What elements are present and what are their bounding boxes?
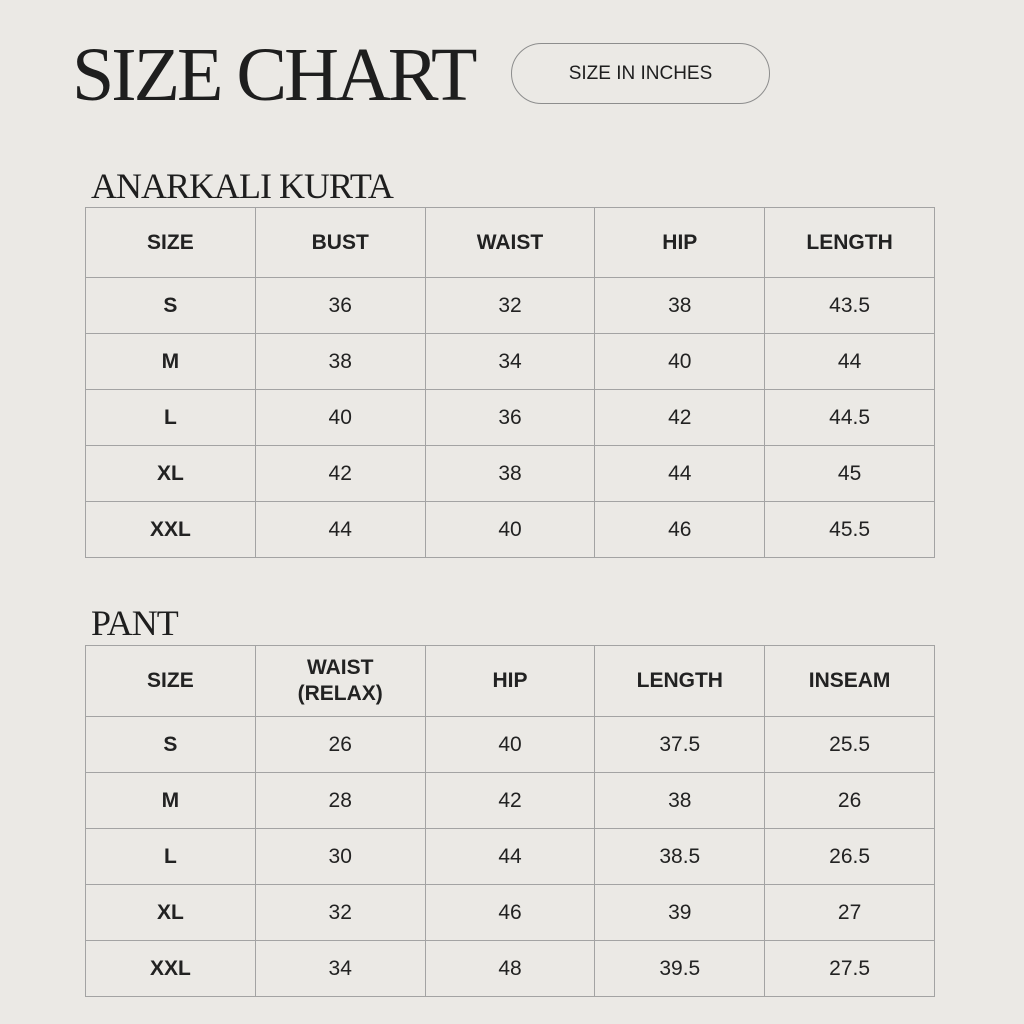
table-cell: 32	[425, 278, 595, 334]
table-cell: 34	[255, 941, 425, 997]
table-row	[86, 829, 935, 885]
size-cell: M	[86, 773, 256, 829]
table-cell: 42	[425, 773, 595, 829]
table-header-row	[86, 646, 935, 717]
table-cell: 44	[595, 446, 765, 502]
size-cell: XL	[86, 885, 256, 941]
table-row	[86, 278, 935, 334]
table-row	[86, 446, 935, 502]
table-cell: 42	[595, 390, 765, 446]
pant-table-title: PANT	[91, 603, 178, 643]
table-cell: 38.5	[595, 829, 765, 885]
table-cell: 44	[765, 334, 935, 390]
size-cell: M	[86, 334, 256, 390]
table-row	[86, 941, 935, 997]
size-cell: L	[86, 829, 256, 885]
table-cell: 46	[595, 502, 765, 558]
table-cell: 39	[595, 885, 765, 941]
table-cell: 40	[425, 502, 595, 558]
table-row	[86, 390, 935, 446]
column-header: HIP	[425, 646, 595, 717]
column-header: LENGTH	[595, 646, 765, 717]
column-header: WAIST	[425, 208, 595, 278]
table-cell: 45	[765, 446, 935, 502]
size-cell: XXL	[86, 502, 256, 558]
table-cell: 36	[425, 390, 595, 446]
table-cell: 27	[765, 885, 935, 941]
column-header: WAIST (RELAX)	[255, 646, 425, 717]
page-title: SIZE CHART	[72, 33, 475, 117]
table-cell: 28	[255, 773, 425, 829]
table-cell: 27.5	[765, 941, 935, 997]
table-cell: 38	[255, 334, 425, 390]
table-row	[86, 502, 935, 558]
table-cell: 40	[595, 334, 765, 390]
table-cell: 45.5	[765, 502, 935, 558]
size-cell: S	[86, 717, 256, 773]
table-cell: 34	[425, 334, 595, 390]
table-cell: 43.5	[765, 278, 935, 334]
table-header-row	[86, 208, 935, 278]
table-cell: 26.5	[765, 829, 935, 885]
column-header: LENGTH	[765, 208, 935, 278]
table-cell: 44.5	[765, 390, 935, 446]
table-cell: 46	[425, 885, 595, 941]
table-cell: 42	[255, 446, 425, 502]
table-cell: 40	[425, 717, 595, 773]
table-cell: 39.5	[595, 941, 765, 997]
column-header: BUST	[255, 208, 425, 278]
size-cell: XXL	[86, 941, 256, 997]
column-header: HIP	[595, 208, 765, 278]
table-cell: 32	[255, 885, 425, 941]
table-cell: 26	[255, 717, 425, 773]
size-cell: L	[86, 390, 256, 446]
table-cell: 36	[255, 278, 425, 334]
units-label: SIZE IN INCHES	[568, 62, 713, 84]
table-cell: 25.5	[765, 717, 935, 773]
table-cell: 44	[425, 829, 595, 885]
table-cell: 30	[255, 829, 425, 885]
pant-size-table	[85, 645, 935, 997]
kurta-table-title: ANARKALI KURTA	[91, 166, 393, 206]
kurta-size-table	[85, 207, 935, 558]
table-cell: 38	[595, 278, 765, 334]
table-cell: 44	[255, 502, 425, 558]
units-badge	[511, 43, 770, 104]
table-cell: 38	[425, 446, 595, 502]
table-cell: 48	[425, 941, 595, 997]
table-row	[86, 773, 935, 829]
table-row	[86, 885, 935, 941]
table-cell: 40	[255, 390, 425, 446]
size-cell: XL	[86, 446, 256, 502]
table-row	[86, 717, 935, 773]
column-header: SIZE	[86, 208, 256, 278]
table-cell: 26	[765, 773, 935, 829]
table-cell: 37.5	[595, 717, 765, 773]
column-header: INSEAM	[765, 646, 935, 717]
column-header: SIZE	[86, 646, 256, 717]
table-cell: 38	[595, 773, 765, 829]
table-row	[86, 334, 935, 390]
size-cell: S	[86, 278, 256, 334]
